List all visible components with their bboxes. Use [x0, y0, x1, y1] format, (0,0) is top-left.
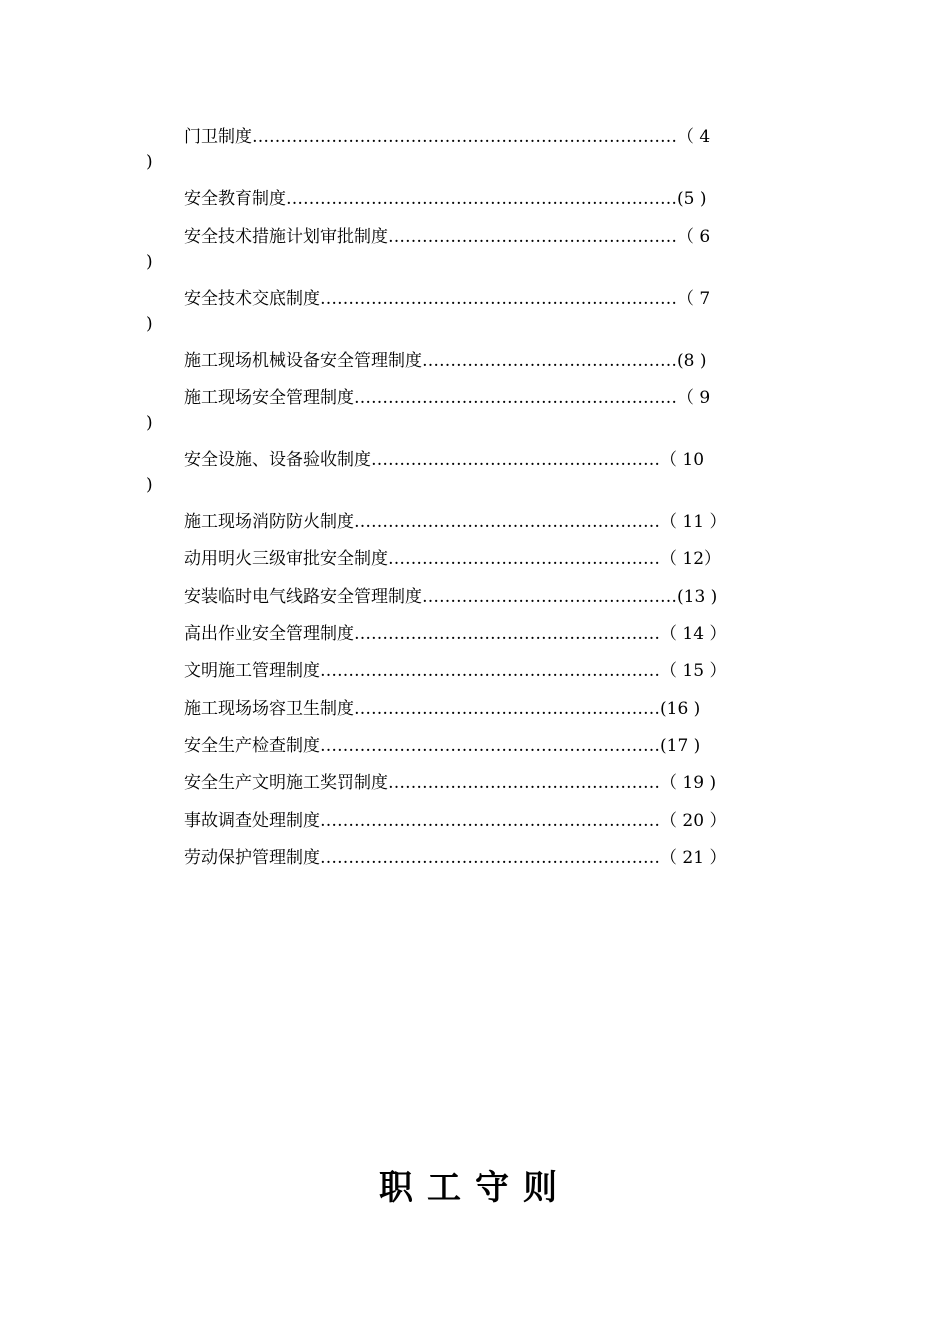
toc-entry[interactable]: 劳动保护管理制度……………………………………………………（ 21 ） [184, 848, 727, 868]
toc-entry-wrap: ) [146, 152, 153, 172]
toc-entry[interactable]: 事故调查处理制度……………………………………………………（ 20 ） [184, 811, 727, 831]
toc-entry[interactable]: 安全技术措施计划审批制度……………………………………………（ 6 [184, 227, 711, 247]
toc-entry[interactable]: 安全设施、设备验收制度……………………………………………（ 10 [184, 450, 705, 470]
toc-entry-wrap: ) [146, 252, 153, 272]
toc-entry[interactable]: 安全生产检查制度……………………………………………………(17 ) [184, 736, 701, 756]
toc-entry[interactable]: 施工现场消防防火制度………………………………………………（ 11 ） [184, 512, 727, 532]
toc-entry-wrap: ) [146, 475, 153, 495]
toc-entry[interactable]: 安全技术交底制度………………………………………………………（ 7 [184, 289, 711, 309]
toc-entry[interactable]: 施工现场安全管理制度…………………………………………………（ 9 [184, 388, 711, 408]
toc-entry[interactable]: 高出作业安全管理制度………………………………………………（ 14 ） [184, 624, 727, 644]
toc-entry-wrap: ) [146, 314, 153, 334]
section-title: 职工守则 [379, 1168, 571, 1208]
toc-entry-wrap: ) [146, 413, 153, 433]
toc-entry[interactable]: 门卫制度…………………………………………………………………（ 4 [184, 127, 711, 147]
toc-entry[interactable]: 文明施工管理制度……………………………………………………（ 15 ） [184, 661, 727, 681]
toc-entry[interactable]: 安全生产文明施工奖罚制度…………………………………………（ 19 ) [184, 773, 717, 793]
toc-entry[interactable]: 施工现场场容卫生制度………………………………………………(16 ) [184, 699, 701, 719]
toc-entry[interactable]: 安装临时电气线路安全管理制度………………………………………(13 ) [184, 587, 718, 607]
toc-entry[interactable]: 动用明火三级审批安全制度…………………………………………（ 12） [184, 549, 722, 569]
toc-entry[interactable]: 施工现场机械设备安全管理制度………………………………………(8 ) [184, 351, 707, 371]
toc-entry[interactable]: 安全教育制度……………………………………………………………(5 ) [184, 189, 707, 209]
